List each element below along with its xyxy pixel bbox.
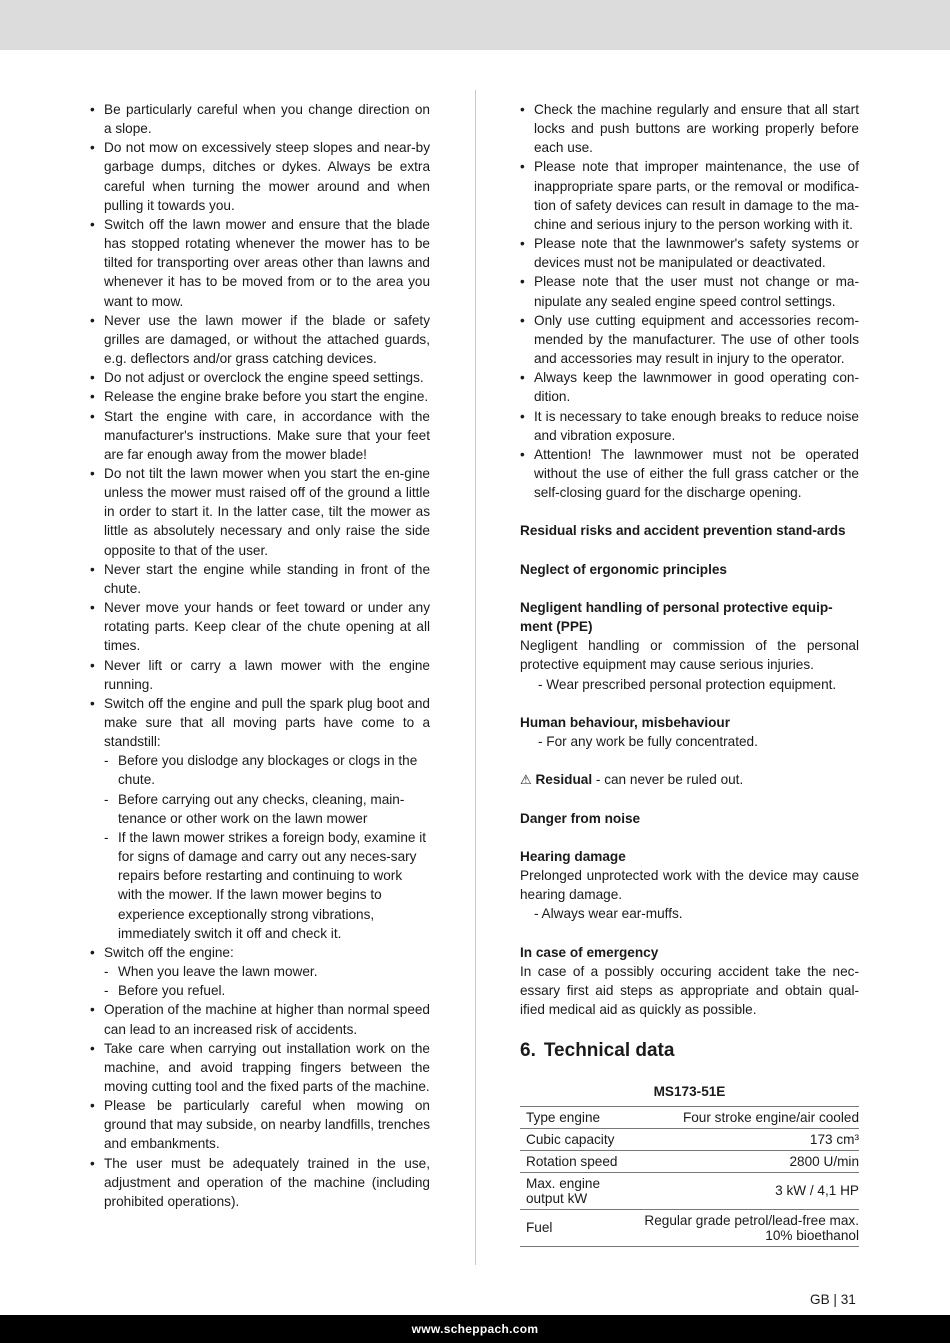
list-item-text: Take care when carrying out installation work on the machine, and avoid trapping fingers between the moving cutting tool and the fixed parts of the machine. [104, 1040, 430, 1094]
sub-list-item [104, 962, 430, 981]
sub-list [90, 962, 430, 1000]
section-title-text: Technical data [543, 1040, 675, 1062]
list-item [90, 598, 430, 655]
table-cell-value: 3 kW / 4,1 HP [632, 1172, 859, 1209]
sub-list-item-text: When you leave the lawn mower. [118, 964, 318, 980]
list-item-text: Never move your hands or feet toward or under any rotating parts. Keep clear of the chute opening at all times. [104, 600, 430, 654]
bullet-icon: • [520, 408, 525, 424]
list-item-text: Please note that improper maintenance, the use of inappropriate spare parts, or the removal or modifica-tion of safety devices can result in damage to the ma-chine and serious injury to the person working with it. [534, 159, 859, 232]
sub-list-item [104, 751, 430, 789]
list-item [90, 1154, 430, 1211]
column-divider [475, 90, 476, 1265]
table-row [520, 1128, 859, 1150]
list-item-text: Switch off the engine: [104, 944, 234, 960]
bullet-icon: • [90, 1040, 95, 1056]
safety-bullet-list-continued [520, 100, 859, 502]
hearing-instruction: - Always wear ear-muffs. [534, 906, 683, 922]
page-number: GB | 31 [810, 1292, 856, 1307]
list-item-text: Switch off the engine and pull the spark plug boot and make sure that all moving parts have come to a standstill: [104, 695, 430, 750]
table-cell-value: Regular grade petrol/lead-free max. 10% bioethanol [632, 1209, 859, 1246]
list-item [90, 943, 430, 1000]
sub-list [90, 751, 430, 943]
safety-bullet-list [90, 100, 430, 1211]
bullet-icon: • [520, 236, 525, 252]
residual-text: - can never be ruled out. [592, 772, 744, 788]
sub-list-item [104, 981, 430, 1000]
behaviour-instruction: - For any work be fully concentrated. [538, 734, 758, 750]
list-item [520, 234, 859, 272]
heading-residual-risks: Residual risks and accident prevention stand-ards [520, 523, 846, 539]
list-item-text: Please note that the lawnmower's safety systems or devices must not be manipulated or deactivated. [534, 236, 859, 271]
list-item [90, 100, 430, 138]
table-cell-label: Rotation speed [520, 1150, 632, 1172]
residual-label: Residual [535, 772, 593, 788]
footer-url: www.scheppach.com [411, 1322, 539, 1336]
list-item-text: Do not adjust or overclock the engine speed settings. [104, 370, 424, 386]
list-item-text: Do not tilt the lawn mower when you start the en-gine unless the mower must raised off of the ground a little in order to start it. In the latter case, tilt the mower as little as absolutely necessary and only raise the side opposite to that of the user. [104, 465, 430, 558]
top-header-bar [0, 0, 950, 50]
list-item-text: Release the engine brake before you start the engine. [104, 389, 429, 405]
list-item-text: Please be particularly careful when mowing on ground that may subside, on nearby landfills, trenches and embankments. [104, 1098, 430, 1152]
table-cell-label: Fuel [520, 1209, 632, 1246]
bullet-icon: • [90, 408, 95, 424]
right-column [520, 100, 859, 1247]
bullet-icon: • [90, 102, 95, 117]
list-item [90, 656, 430, 694]
dash-icon: - [104, 964, 109, 980]
technical-data-table [520, 1106, 859, 1247]
dash-icon: - [104, 753, 109, 769]
left-column [90, 100, 430, 1211]
bullet-icon: • [90, 1098, 95, 1114]
bullet-icon: • [90, 370, 95, 386]
bullet-icon: • [90, 944, 95, 960]
list-item-text: Please note that the user must not change or ma-nipulate any sealed engine speed control settings. [534, 274, 859, 309]
list-item [520, 100, 859, 157]
list-item-text: Attention! The lawnmower must not be operated without the use of either the full grass catcher or the self-closing guard for the discharge opening. [534, 446, 859, 501]
model-name: MS173-51E [653, 1084, 726, 1100]
list-item [90, 694, 430, 943]
sub-list-item-text: Before you refuel. [118, 983, 226, 999]
bullet-icon: • [90, 389, 95, 405]
list-item [520, 272, 859, 310]
list-item-text: Never start the engine while standing in front of the chute. [104, 561, 430, 596]
list-item-text: Never use the lawn mower if the blade or safety grilles are damaged, or without the attached guards, e.g. deflectors and/or grass catching devices. [104, 312, 430, 367]
table-cell-label: Max. engine output kW [520, 1172, 632, 1209]
bullet-icon: • [90, 312, 95, 328]
sub-list-item-text: If the lawn mower strikes a foreign body, examine it for signs of damage and carry out any neces-sary repairs before restarting and continuing to work with the mower. If the lawn mower begins to experience exceptionally strong vibrations, immediately switch it off and check it. [118, 829, 427, 941]
dash-icon: - [104, 829, 109, 845]
list-item-text: Check the machine regularly and ensure that all start locks and push buttons are working properly before each use. [534, 102, 859, 156]
section-title [520, 1038, 859, 1064]
table-row [520, 1150, 859, 1172]
dash-icon: - [104, 983, 109, 999]
list-item [520, 445, 859, 502]
heading-behaviour: Human behaviour, misbehaviour [520, 714, 730, 730]
list-item [90, 215, 430, 311]
paragraph-emergency: In case of a possibly occuring accident take the nec-essary first aid steps as appropriate and obtain qual-ified medical aid as quickly as possible. [520, 963, 859, 1018]
heading-noise: Danger from noise [520, 810, 641, 826]
heading-ppe: Negligent handling of personal protective equip-ment (PPE) [520, 600, 833, 635]
list-item-text: Never lift or carry a lawn mower with the engine running. [104, 657, 430, 692]
list-item [90, 311, 430, 368]
sub-list-item [104, 828, 430, 943]
heading-hearing: Hearing damage [520, 848, 626, 864]
bullet-icon: • [90, 657, 95, 673]
bullet-icon: • [520, 102, 525, 117]
bullet-icon: • [520, 159, 525, 175]
list-item [90, 1000, 430, 1038]
table-row [520, 1209, 859, 1246]
residual-warning-line [520, 770, 859, 789]
list-item [520, 157, 859, 234]
bullet-icon: • [90, 1155, 95, 1171]
dash-icon: - [104, 791, 109, 807]
list-item [90, 138, 430, 215]
list-item-text: The user must be adequately trained in the use, adjustment and operation of the machine (including prohibited operations). [104, 1155, 430, 1209]
bullet-icon: • [90, 600, 95, 616]
list-item [90, 407, 430, 464]
list-item [90, 560, 430, 598]
bullet-icon: • [520, 274, 525, 290]
table-cell-label: Cubic capacity [520, 1128, 632, 1150]
sub-list-item-text: Before you dislodge any blockages or clogs in the chute. [118, 753, 418, 788]
heading-ergonomic: Neglect of ergonomic principles [520, 561, 727, 577]
list-item-text: Only use cutting equipment and accessories recom-mended by the manufacturer. The use of other tools and accessories may result in injury to the operator. [534, 312, 859, 367]
ppe-instruction: - Wear prescribed personal protection equipment. [538, 676, 837, 692]
bullet-icon: • [90, 561, 95, 577]
sub-list-item [104, 790, 430, 828]
bullet-icon: • [90, 140, 95, 156]
list-item [520, 368, 859, 406]
list-item-text: Do not mow on excessively steep slopes and near-by garbage dumps, ditches or dykes. Always be extra careful when turning the mower around and when pulling it towards you. [104, 140, 430, 213]
sub-list-item-text: Before carrying out any checks, cleaning, main-tenance or other work on the lawn mower [118, 791, 405, 826]
table-cell-value: Four stroke engine/air cooled [632, 1106, 859, 1128]
paragraph-ppe: Negligent handling or commission of the personal protective equipment may cause serious injuries. [520, 638, 859, 673]
table-cell-value: 2800 U/min [632, 1150, 859, 1172]
list-item [520, 311, 859, 368]
table-cell-label: Type engine [520, 1106, 632, 1128]
table-cell-value: 173 cm³ [632, 1128, 859, 1150]
table-row [520, 1106, 859, 1128]
bullet-icon: • [90, 465, 95, 481]
footer-bar [0, 1315, 950, 1343]
bullet-icon: • [90, 216, 95, 232]
list-item-text: Start the engine with care, in accordance with the manufacturer's instructions. Make sure that your feet are far enough away from the mower blade! [104, 408, 430, 462]
list-item-text: Always keep the lawnmower in good operating con-dition. [534, 370, 859, 405]
bullet-icon: • [520, 312, 525, 328]
bullet-icon: • [90, 1002, 95, 1018]
bullet-icon: • [520, 370, 525, 386]
list-item [90, 1096, 430, 1153]
list-item [90, 368, 430, 387]
list-item [90, 1039, 430, 1096]
paragraph-hearing: Prelonged unprotected work with the device may cause hearing damage. [520, 868, 859, 903]
heading-emergency: In case of emergency [520, 944, 659, 960]
bullet-icon: • [520, 446, 525, 462]
list-item-text: Be particularly careful when you change direction on a slope. [104, 102, 430, 137]
list-item-text: Switch off the lawn mower and ensure that the blade has stopped rotating whenever the mower has to be tilted for transporting over areas other than lawns and whenever it has to be moved from or to the area you want to mow. [104, 216, 430, 309]
list-item-text: It is necessary to take enough breaks to reduce noise and vibration exposure. [534, 408, 859, 443]
list-item [90, 464, 430, 560]
list-item-text: Operation of the machine at higher than normal speed can lead to an increased risk of accidents. [104, 1002, 430, 1037]
list-item [90, 387, 430, 406]
list-item [520, 407, 859, 445]
warning-triangle-icon: ⚠ [520, 772, 532, 788]
section-number: 6. [520, 1040, 536, 1062]
bullet-icon: • [90, 695, 95, 711]
table-row [520, 1172, 859, 1209]
